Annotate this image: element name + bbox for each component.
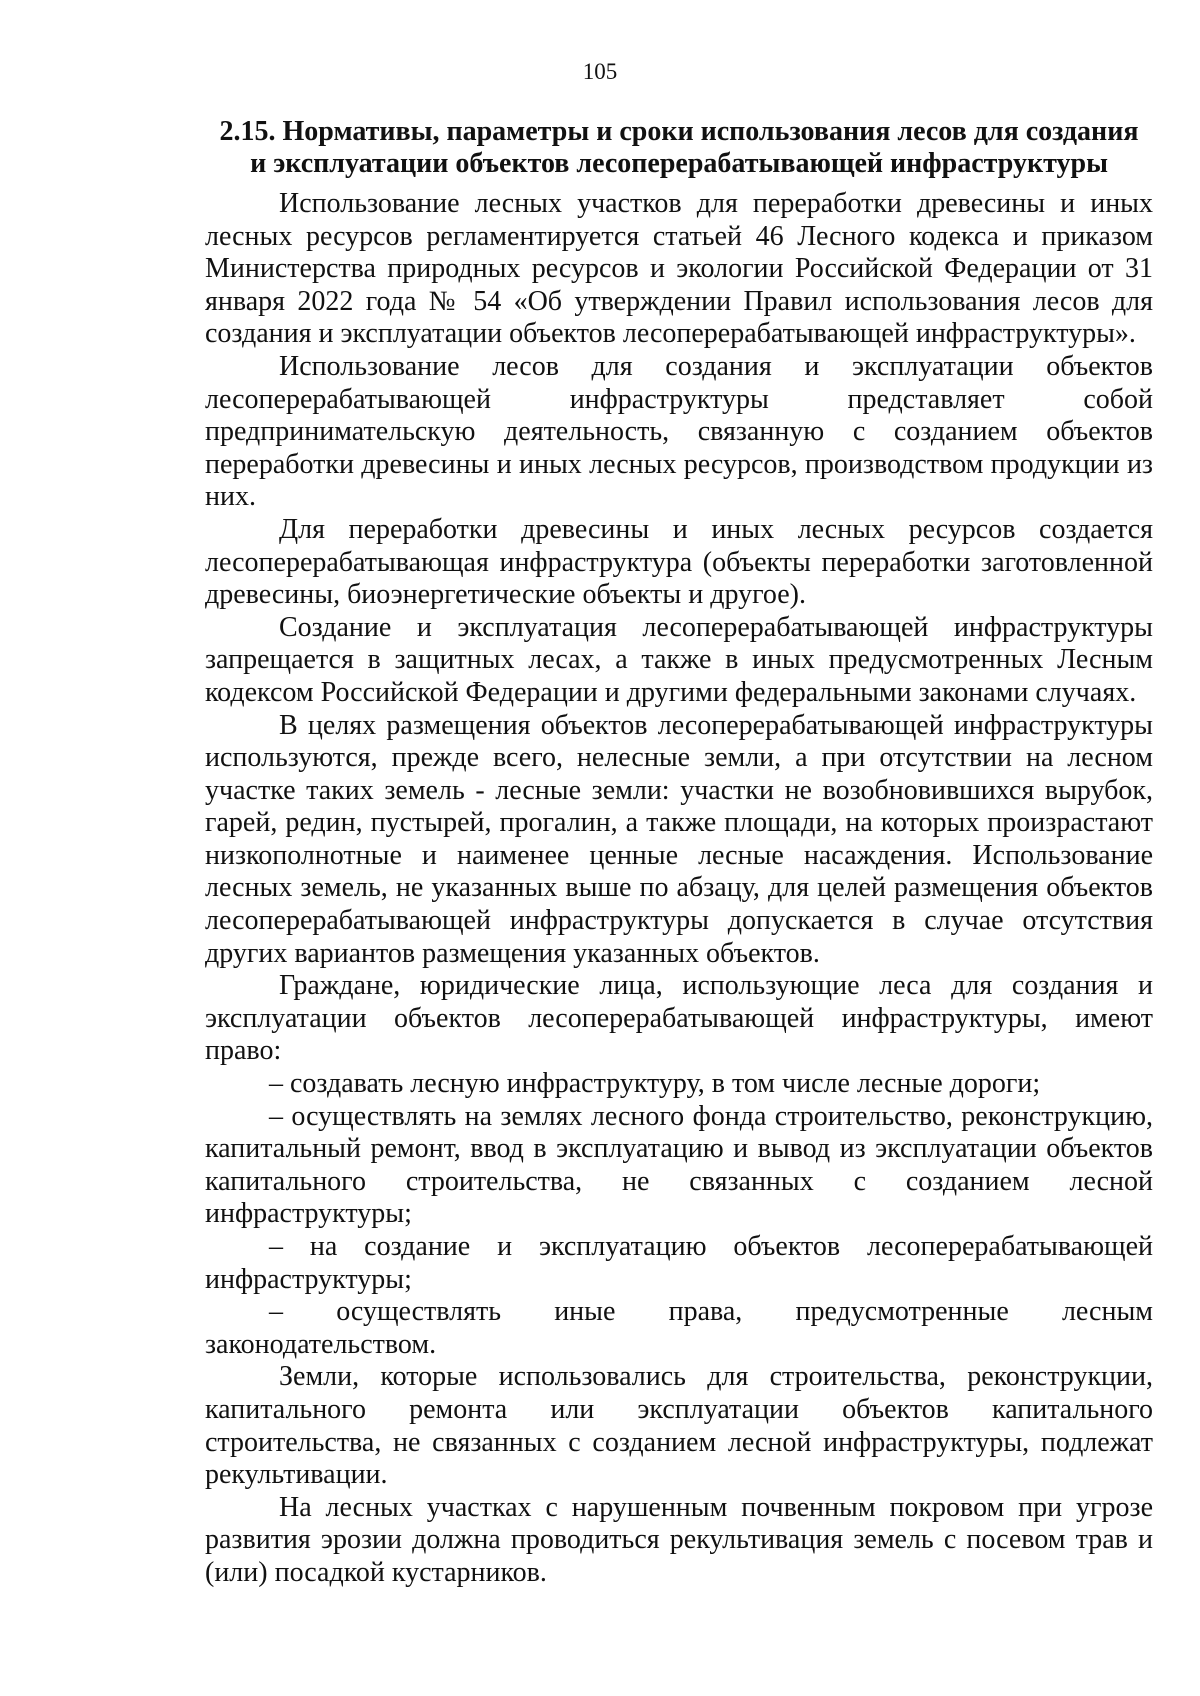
paragraph-erosion: На лесных участках с нарушенным почвенным покровом при угрозе развития эрозии должна проводиться рекультивация земель с посевом трав и (или) посадкой кустарников. — [205, 1491, 1153, 1588]
section-title-line2: и эксплуатации объектов лесоперерабатывающей инфраструктуры — [250, 148, 1108, 179]
paragraph-entrepreneurial-activity: Использование лесов для создания и эксплуатации объектов лесоперерабатывающей инфраструктуры представляет собой предпринимательскую деятельность, связанную с созданием объектов переработки древесины и иных лесных ресурсов, производством продукции из них. — [205, 350, 1153, 513]
page-content — [205, 116, 1153, 1590]
list-item-right-1: – создавать лесную инфраструктуру, в том числе лесные дороги; — [269, 1068, 1041, 1100]
paragraph-placement-lands: В целях размещения объектов лесоперерабатывающей инфраструктуры используются, прежде всего, нелесные земли, а при отсутствии на лесном участке таких земель - лесные земли: участки не возобновившихся вырубок, гарей, редин, пустырей, прогалин, а также площади, на которых произрастают низкополнотные и наименее ценные лесные насаждения. Использование лесных земель, не указанных выше по абзацу, для целей размещения объектов лесоперерабатывающей инфраструктуры допускается в случае отсутствия других вариантов размещения указанных объектов. — [205, 709, 1153, 969]
paragraph-prohibition: Создание и эксплуатация лесоперерабатывающей инфраструктуры запрещается в защитных лесах, а также в иных предусмотренных Лесным кодексом Российской Федерации и другими федеральными законами случаях. — [205, 611, 1153, 708]
paragraph-legal-basis: Использование лесных участков для переработки древесины и иных лесных ресурсов регламентируется статьей 46 Лесного кодекса и приказом Министерства природных ресурсов и экологии Российской Федерации от 31 января 2022 года № 54 «Об утверждении Правил использования лесов для создания и эксплуатации объектов лесоперерабатывающей инфраструктуры». — [205, 188, 1153, 350]
page-number: 105 — [582, 59, 618, 84]
list-item-right-2: – осуществлять на землях лесного фонда строительство, реконструкцию, капитальный ремонт, ввод в эксплуатацию и вывод из эксплуатации объектов капитального строительства, не связанных с созданием лесной инфраструктуры; — [205, 1100, 1153, 1230]
paragraph-infrastructure-creation: Для переработки древесины и иных лесных ресурсов создается лесоперерабатывающая инфраструктура (объекты переработки заготовленной древесины, биоэнергетические объекты и другое). — [205, 513, 1153, 611]
paragraph-recultivation: Земли, которые использовались для строительства, реконструкции, капитального ремонта или эксплуатации объектов капитального строительства, не связанных с созданием лесной инфраструктуры, подлежат рекультивации. — [205, 1361, 1153, 1491]
list-item-right-3: – на создание и эксплуатацию объектов лесоперерабатывающей инфраструктуры; — [205, 1231, 1153, 1295]
list-item-right-4: – осуществлять иные права, предусмотренные лесным законодательством. — [205, 1296, 1153, 1360]
paragraph-rights-intro: Граждане, юридические лица, использующие леса для создания и эксплуатации объектов лесоперерабатывающей инфраструктуры, имеют право: — [205, 970, 1153, 1067]
section-title — [205, 116, 1153, 180]
section-title-line1: 2.15. Нормативы, параметры и сроки использования лесов для создания — [219, 116, 1139, 147]
